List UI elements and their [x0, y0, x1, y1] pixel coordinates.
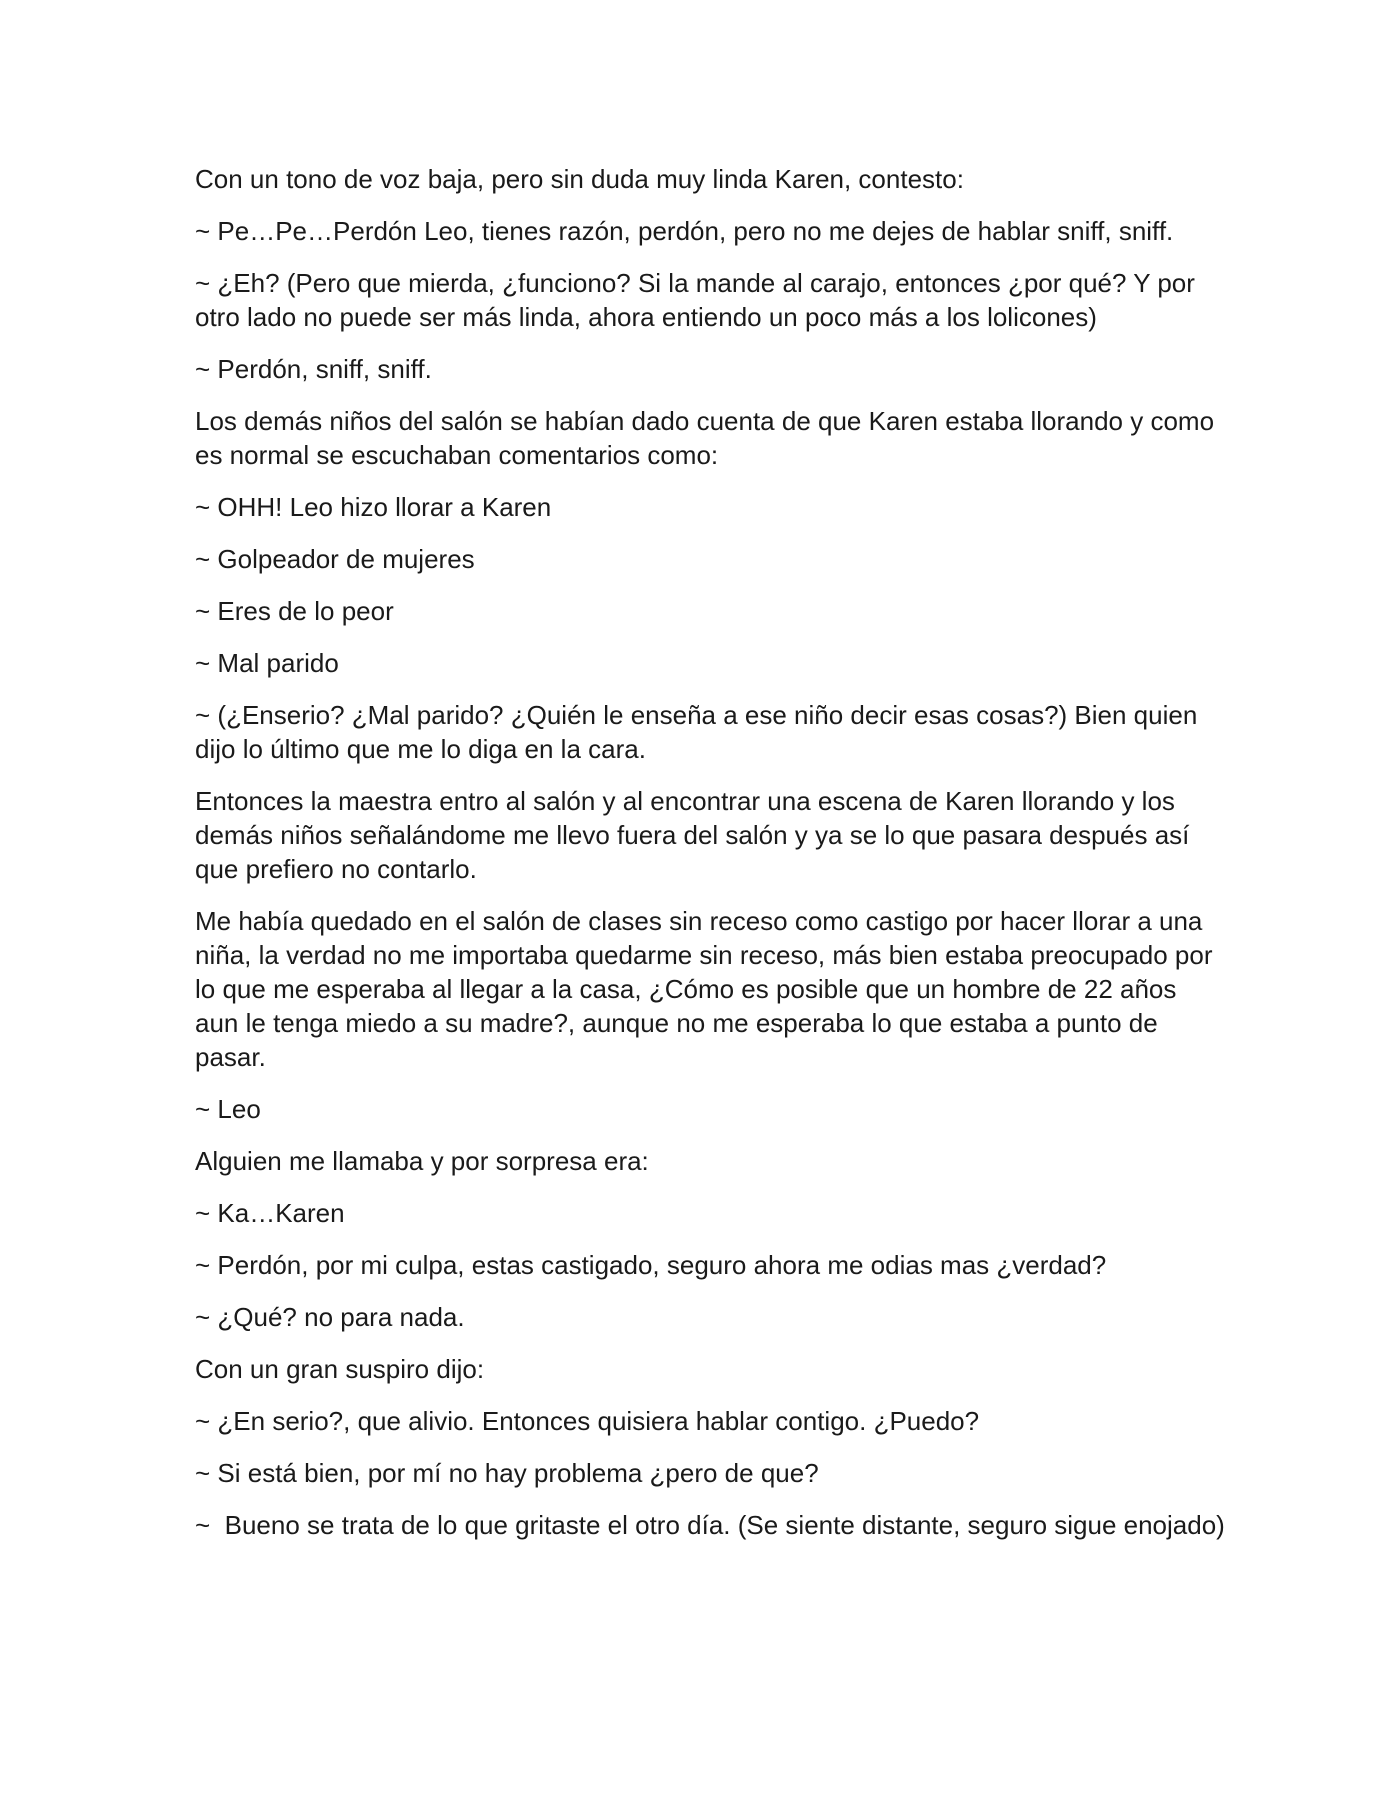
paragraph: ~ ¿Eh? (Pero que mierda, ¿funciono? Si la mande al carajo, entonces ¿por qué? Y por otro lado no puede ser más linda, ahora entiendo un poco más a los lolicones): [195, 268, 1203, 332]
document-body: [195, 162, 1225, 1560]
paragraph: ~ ¿Qué? no para nada.: [195, 1302, 465, 1332]
paragraph: ~ (¿Enserio? ¿Mal parido? ¿Quién le enseña a ese niño decir esas cosas?) Bien quien dijo lo último que me lo diga en la cara.: [195, 700, 1205, 764]
paragraph: ~ Eres de lo peor: [195, 596, 394, 626]
paragraph: ~ Si está bien, por mí no hay problema ¿pero de que?: [195, 1458, 819, 1488]
paragraph: ~ Ka…Karen: [195, 1198, 345, 1228]
paragraph: Alguien me llamaba y por sorpresa era:: [195, 1146, 649, 1176]
paragraph: ~ Leo: [195, 1094, 261, 1124]
paragraph: ~ Golpeador de mujeres: [195, 544, 475, 574]
paragraph: ~ Bueno se trata de lo que gritaste el otro día. (Se siente distante, seguro sigue enojado): [195, 1510, 1225, 1540]
paragraph: ~ Pe…Pe…Perdón Leo, tienes razón, perdón, pero no me dejes de hablar sniff, sniff.: [195, 216, 1174, 246]
paragraph: Con un tono de voz baja, pero sin duda muy linda Karen, contesto:: [195, 164, 964, 194]
paragraph: ~ Mal parido: [195, 648, 339, 678]
paragraph: ~ Perdón, sniff, sniff.: [195, 354, 432, 384]
paragraph: Los demás niños del salón se habían dado cuenta de que Karen estaba llorando y como es normal se escuchaban comentarios como:: [195, 406, 1222, 470]
paragraph: ~ ¿En serio?, que alivio. Entonces quisiera hablar contigo. ¿Puedo?: [195, 1406, 980, 1436]
paragraph: Entonces la maestra entro al salón y al encontrar una escena de Karen llorando y los demás niños señalándome me llevo fuera del salón y ya se lo que pasara después así que prefiero no contarlo.: [195, 786, 1197, 884]
paragraph: ~ Perdón, por mi culpa, estas castigado, seguro ahora me odias mas ¿verdad?: [195, 1250, 1107, 1280]
paragraph: Con un gran suspiro dijo:: [195, 1354, 485, 1384]
paragraph: Me había quedado en el salón de clases sin receso como castigo por hacer llorar a una niña, la verdad no me importaba quedarme sin receso, más bien estaba preocupado por lo que me esperaba al llegar a la casa, ¿Cómo es posible que un hombre de 22 años aun le tenga miedo a su madre?, aunque no me esperaba lo que estaba a punto de pasar.: [195, 906, 1220, 1072]
paragraph: ~ OHH! Leo hizo llorar a Karen: [195, 492, 552, 522]
